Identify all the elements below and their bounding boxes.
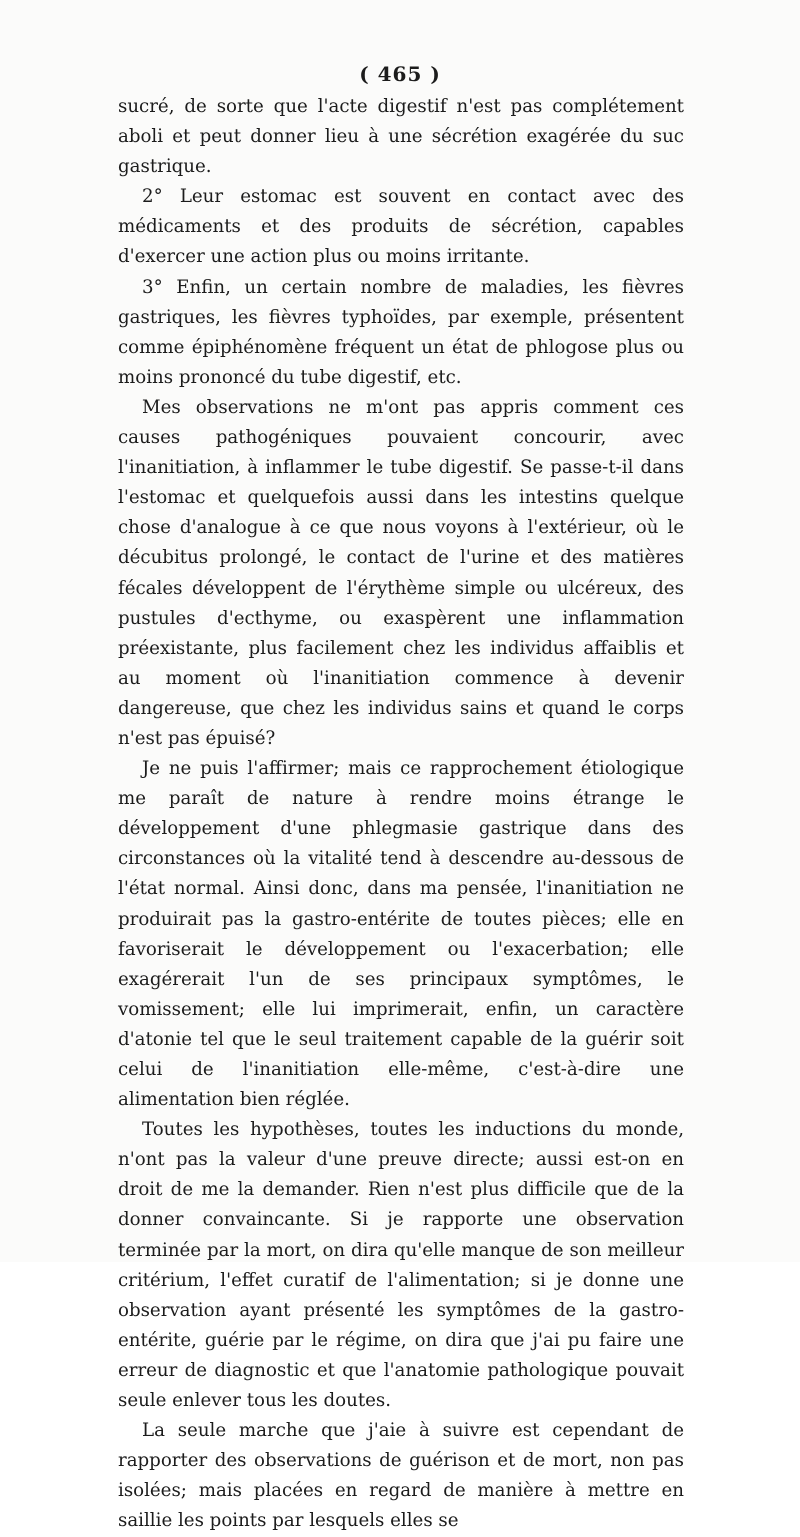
paragraph-marche: La seule marche que j'aie à suivre est cependant de rapporter des observations de guérison et de mort, non pas isolées; mais placées en regard de manière à mettre en saillie les points par lesquels elles se [118, 1420, 684, 1532]
paragraph-rapprochement: Je ne puis l'affirmer; mais ce rapprochement étiologique me paraît de nature à rendre moins étrange le développement d'une phlegmasie gastrique dans des circonstances où la vitalité tend à descendre au-dessous de l'état normal. Ainsi donc, dans ma pensée, l'inanitiation ne produirait pas la gastro-entérite de toutes pièces; elle en favoriserait le développement ou l'exacerbation; elle exagérerait l'un de ses principaux symptômes, le vomissement; elle lui imprimerait, enfin, un caractère d'atonie tel que le seul traitement capable de la guérir soit celui de l'inanitiation elle-même, c'est-à-dire une alimentation bien réglée. [118, 758, 684, 1111]
page-number: ( 465 ) [359, 62, 441, 86]
body-text [118, 92, 684, 1537]
paragraph-observations: Mes observations ne m'ont pas appris comment ces causes pathogéniques pouvaient concourir, avec l'inanitiation, à inflammer le tube digestif. Se passe-t-il dans l'estomac et quelquefois aussi dans les intestins quelque chose d'analogue à ce que nous voyons à l'extérieur, où le décubitus prolongé, le contact de l'urine et des matières fécales développent de l'érythème simple ou ulcéreux, des pustules d'ecthyme, ou exaspèrent une inflammation préexistante, plus facilement chez les individus affaiblis et au moment où l'inanitiation commence à devenir dangereuse, que chez les individus sains et quand le corps n'est pas épuisé? [118, 396, 684, 749]
paragraph-hypotheses: Toutes les hypothèses, toutes les inductions du monde, n'ont pas la valeur d'une preuve directe; aussi est-on en droit de me la demander. Rien n'est plus difficile que de la donner convaincante. Si je rapporte une observation terminée par la mort, on dira qu'elle manque de son meilleur critérium, l'effet curatif de l'alimentation; si je donne une observation ayant présenté les symptômes de la gastro-entérite, guérie par le régime, on dira que j'ai pu faire une erreur de diagnostic et que l'anatomie pathologique pouvait seule enlever tous les doutes. [118, 1119, 684, 1412]
paragraph-point-3: 3° Enfin, un certain nombre de maladies, les fièvres gastriques, les fièvres typhoïdes, par exemple, présentent comme épiphénomène fréquent un état de phlogose plus ou moins prononcé du tube digestif, etc. [118, 276, 684, 388]
paragraph-point-2: 2° Leur estomac est souvent en contact avec des médicaments et des produits de sécrétion, capables d'exercer une action plus ou moins irritante. [118, 186, 684, 268]
paragraph-continuation: sucré, de sorte que l'acte digestif n'est pas complétement aboli et peut donner lieu à une sécrétion exagérée du suc gastrique. [118, 96, 684, 178]
